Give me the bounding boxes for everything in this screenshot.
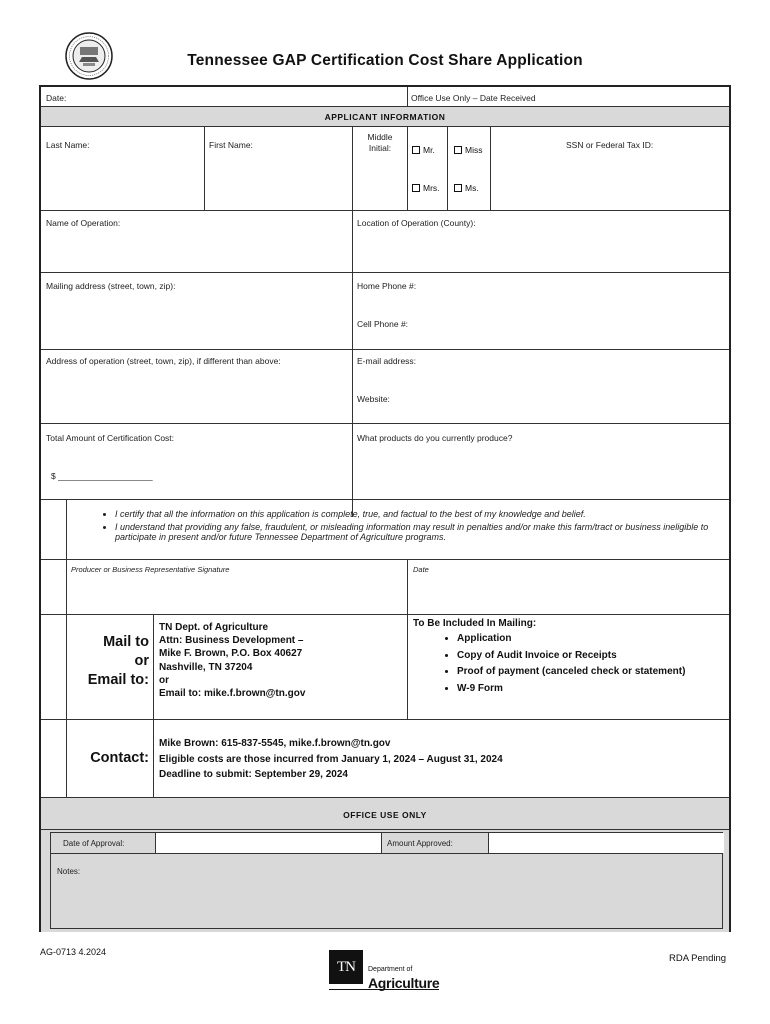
office-use-band: [41, 798, 729, 829]
office-use-heading: OFFICE USE ONLY: [343, 810, 427, 820]
logo-agriculture-text: Agriculture: [368, 975, 440, 991]
signature-date-label: Date: [413, 565, 429, 574]
title-mrs-checkbox[interactable]: Mrs.: [412, 183, 440, 193]
mailing-checklist: To Be Included In Mailing: • Application • Copy of Audit Invoice or Receipts • Proof of payment (canceled check or statement) • W-9 Form: [413, 618, 685, 697]
contact-details: Mike Brown: 615-837-5545, mike.f.brown@tn.gov Eligible costs are those incurred from January 1, 2024 – August 31, 2024 Deadline to submit: September 29, 2024: [159, 738, 503, 780]
certification-statement: • I certify that all the information on this application is complete, true, and factual to the best of my knowledge and belief.: [115, 509, 747, 519]
date-label: Date:: [46, 93, 67, 103]
mailing-address-block: TN Dept. of Agriculture Attn: Business Development – Mike F. Brown, P.O. Box 40627 Nashville, TN 37204 or Email to: mike.f.brown@tn.gov: [159, 622, 306, 700]
middle-initial-label: Middle Initial:: [367, 132, 393, 153]
amount-approved-label: Amount Approved:: [387, 839, 453, 848]
applicant-info-heading: APPLICANT INFORMATION: [324, 112, 446, 122]
amount-approved-field[interactable]: [488, 833, 724, 853]
last-name-label: Last Name:: [46, 140, 90, 150]
title-mr-checkbox[interactable]: Mr.: [412, 145, 435, 155]
mail-to-label: Mail to or Email to:: [87, 634, 149, 688]
website-label: Website:: [357, 394, 390, 404]
certification-statement: • I understand that providing any false, fraudulent, or misleading information may result in penalties and/or make this farm/tract or business ineligible to participate in present and/or future Tennessee Department of Agriculture programs.: [115, 522, 747, 542]
tn-logo-icon: TN: [329, 950, 363, 984]
applicant-info-band: [41, 107, 729, 126]
notes-label: Notes:: [57, 867, 81, 876]
total-cost-amount-line[interactable]: $ ____________________: [51, 471, 153, 481]
email-label: E-mail address:: [357, 356, 417, 366]
office-use-table: [50, 832, 723, 929]
application-form: [39, 85, 731, 932]
office-date-received-label: Office Use Only – Date Received: [411, 93, 536, 103]
signature-label: Producer or Business Representative Signature: [71, 565, 230, 574]
home-phone-label: Home Phone #:: [357, 281, 417, 291]
list-item: • Copy of Audit Invoice or Receipts: [457, 648, 685, 665]
cell-phone-label: Cell Phone #:: [357, 319, 409, 329]
first-name-label: First Name:: [209, 140, 253, 150]
location-of-operation-label: Location of Operation (County):: [357, 218, 476, 228]
address-of-operation-label: Address of operation (street, town, zip), if different than above:: [46, 356, 281, 366]
page-title: Tennessee GAP Certification Cost Share Application: [187, 52, 583, 69]
logo-underline: [329, 989, 439, 990]
total-cost-label: Total Amount of Certification Cost:: [46, 433, 175, 443]
title-ms-checkbox[interactable]: Ms.: [454, 183, 479, 193]
ssn-label: SSN or Federal Tax ID:: [566, 140, 654, 150]
title-miss-checkbox[interactable]: Miss: [454, 145, 482, 155]
contact-label: Contact:: [90, 750, 149, 766]
date-of-approval-label: Date of Approval:: [63, 839, 125, 848]
logo-department-text: Department of: [368, 966, 413, 973]
list-item: • Application: [457, 631, 685, 648]
rda-pending: RDA Pending: [669, 953, 727, 964]
certification-statements: [89, 509, 747, 544]
products-label: What products do you currently produce?: [357, 433, 513, 443]
name-of-operation-label: Name of Operation:: [46, 218, 121, 228]
mailing-address-label: Mailing address (street, town, zip):: [46, 281, 176, 291]
form-code: AG-0713 4.2024: [40, 947, 107, 957]
email-to-link[interactable]: Email to: mike.f.brown@tn.gov: [159, 688, 306, 700]
list-item: • W-9 Form: [457, 681, 685, 698]
list-item: • Proof of payment (canceled check or statement): [457, 664, 685, 681]
date-of-approval-field[interactable]: [155, 833, 382, 853]
